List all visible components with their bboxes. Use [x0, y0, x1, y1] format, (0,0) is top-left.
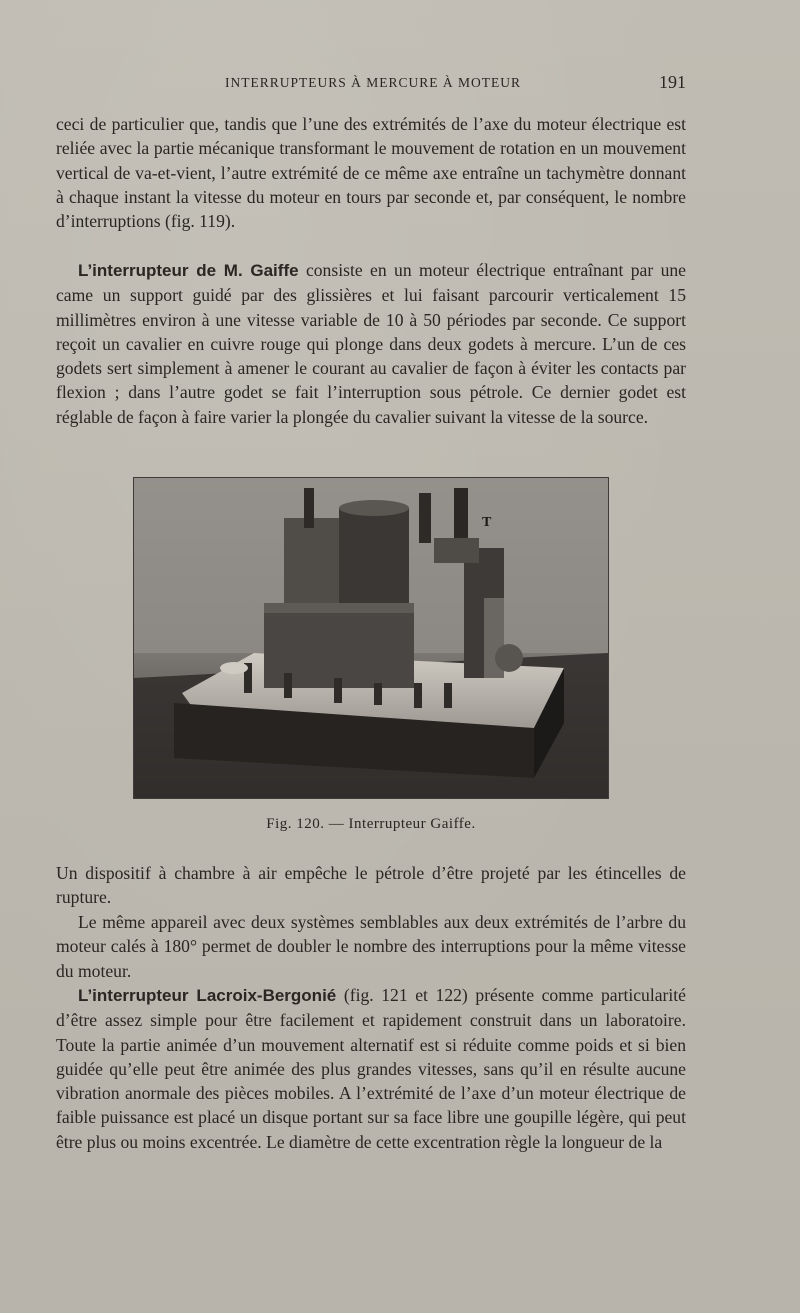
page-number: 191 [659, 72, 686, 92]
paragraph-5 [56, 983, 686, 1154]
paragraph-3: Un dispositif à chambre à air empêche le pétrole d’être projeté par les étincelles de rupture. [56, 863, 686, 908]
running-title: INTERRUPTEURS À MERCURE À MOTEUR [224, 75, 521, 90]
figure-photo [134, 478, 608, 798]
paragraph-1: ceci de particulier que, tandis que l’une des extrémités de l’axe du moteur électrique est reliée avec la partie mécanique transformant le mouvement de rotation en un mouvement vertical de va-et-vient, l’autre extrémité de ce même axe entraîne un tachymètre donnant à chaque instant la vitesse du moteur en tours par seconde et, par conséquent, le nombre d’interruptions (fig. 119). [56, 114, 686, 232]
figure-label-T: T [482, 515, 492, 530]
paragraph-2-body: consiste en un moteur électrique entraînant par une came un support guidé par des glissières et lui faisant parcourir verticalement 15 millimètres environ à une vitesse variable de 10 à 50 périodes par seconde. Ce support reçoit un cavalier en cuivre rouge qui plonge dans deux godets à mercure. L’un de ces godets sert simplement à amener le courant au cavalier de façon à éviter les contacts par flexion ; dans l’autre godet se fait l’interruption sous pétrole. Ce dernier godet est réglable de façon à faire varier la plongée du cavalier suivant la vitesse de la source. [56, 260, 686, 427]
paragraph-5-body: (fig. 121 et 122) présente comme particularité d’être assez simple pour être facilement et rapidement construit dans un laboratoire. Toute la partie animée d’un mouvement alternatif est si réduite comme poids et si bien guidée qu’elle peut être animée des plus grandes vitesses, sans qu’il en résulte aucune vibration anormale des pièces mobiles. A l’extrémité de l’axe d’un moteur électrique de faible puissance est placé un disque portant sur sa face libre une goupille légère, qui peut être plus ou moins excentrée. Le diamètre de cette excentration règle la longueur de la [56, 985, 686, 1152]
paragraph-2 [56, 258, 686, 429]
page-header [60, 72, 686, 96]
paragraph-2-lead: L’interrupteur de M. Gaiffe [78, 261, 299, 280]
apparatus-photo [134, 478, 608, 798]
paragraph-4: Le même appareil avec deux systèmes semblables aux deux extrémités de l’arbre du moteur calés à 180° permet de doubler le nombre des interruptions pour la même vitesse du moteur. [56, 912, 686, 981]
paragraph-5-lead: L’interrupteur Lacroix-Bergonié [78, 986, 337, 1005]
figure-caption: Fig. 120. — Interrupteur Gaiffe. [266, 816, 476, 832]
